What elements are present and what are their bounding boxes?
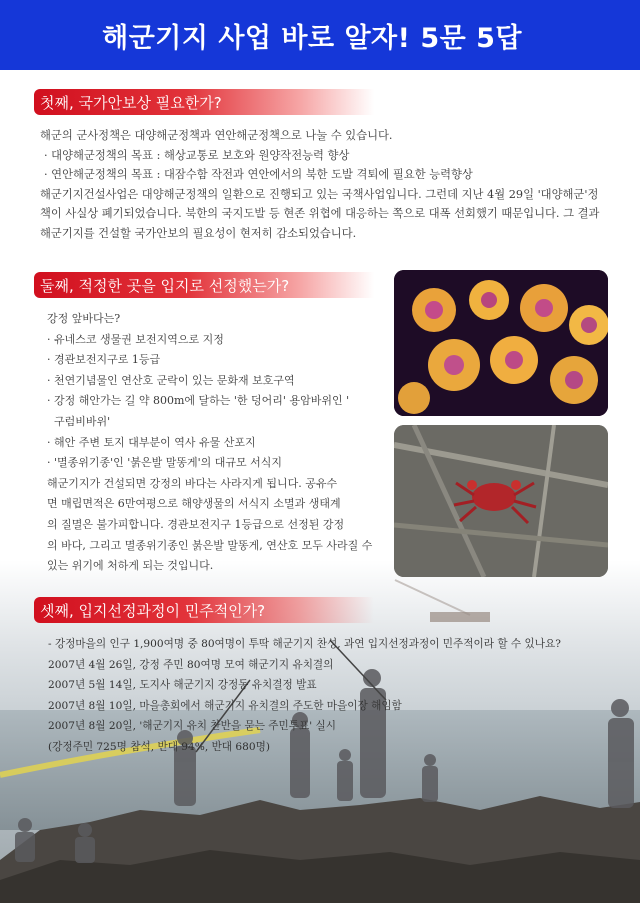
section-2-line: 면 매립면적은 6만여평으로 해양생물의 서식지 소멸과 생태계 <box>47 497 341 511</box>
section-3-heading <box>34 597 374 623</box>
section-2-line: 구럼비바위' <box>47 414 111 428</box>
section-2-line: · 유네스코 생물권 보전지역으로 지정 <box>47 332 224 346</box>
section-2-line: · 해안 주변 토지 대부분이 역사 유물 산포지 <box>47 435 256 449</box>
section-3-body <box>48 634 561 757</box>
section-3-line: 2007년 8월 10일, 마을총회에서 해군기지 유치결의 주도한 마을이장 해임함 <box>48 699 402 712</box>
section-1-heading-text: 첫째, 국가안보상 필요한가? <box>40 94 222 112</box>
section-3-line: 2007년 8월 20일, '해군기지 유치 찬반을 묻는 주민투표' 실시 <box>48 720 336 732</box>
header-bar <box>0 0 640 70</box>
section-3-line: 2007년 4월 26일, 강정 주민 80여명 모여 해군기지 유치결의 <box>48 658 334 671</box>
section-2-line: · 강정 해안가는 길 약 800m에 달하는 '한 덩어리' 용암바위인 ' <box>47 394 350 408</box>
section-2-line: 해군기지가 건설되면 강정의 바다는 사라지게 됩니다. 공유수 <box>47 476 338 490</box>
section-1-line: · 연안해군정책의 목표 : 대잠수함 작전과 연안에서의 북한 도발 격퇴에 필요한 능력향상 <box>44 168 473 181</box>
section-2-line: 의 바다, 그리고 멸종위기종인 붉은발 말똥게, 연산호 모두 사라질 수 <box>47 538 373 552</box>
section-3-line: 2007년 5월 14일, 도지사 해군기지 강정동 유치결정 발표 <box>48 679 317 691</box>
section-2-heading <box>34 272 374 298</box>
page-title: 해군기지 사업 바로 알자! 5문 5답 <box>102 23 522 54</box>
section-3-line: - 강정마을의 인구 1,900여명 중 80여명이 투딱 해군기지 찬성, 과연 입지선정과정이 민주적이라 할 수 있나요? <box>48 638 561 650</box>
crab-photo <box>394 425 608 577</box>
section-2-heading-text: 둘째, 적정한 곳을 입지로 선정했는가? <box>40 277 290 295</box>
section-1-line: 해군기지를 건설할 국가안보의 필요성이 현저히 감소되었습니다. <box>40 226 357 240</box>
section-1-line: 책이 사실상 폐기되었습니다. 북한의 국지도발 등 현존 위협에 대응하는 쪽으로 대폭 선회했기 때문입니다. 그 결과 <box>40 207 600 220</box>
section-1-body <box>40 126 599 243</box>
coral-photo <box>394 270 608 416</box>
section-2-line: 의 질멸은 불가피합니다. 경관보전지구 1등급으로 선정된 강정 <box>47 517 345 531</box>
section-3-heading-text: 셋째, 입지선정과정이 민주적인가? <box>40 602 266 620</box>
section-3-line: (강정주민 725명 참석, 반대 94%, 반대 680명) <box>48 740 270 753</box>
section-1-line: 해군기지건설사업은 대양해군정책의 일환으로 진행되고 있는 국책사업입니다. 그런데 지난 4월 29일 '대양해군'정 <box>40 187 599 201</box>
section-1-line: · 대양해군정책의 목표 : 해상교통로 보호와 원양작전능력 향상 <box>44 148 350 162</box>
section-2-body <box>47 309 372 577</box>
section-1-heading <box>34 89 374 115</box>
section-2-line: · 경관보전지구로 1등급 <box>47 353 161 367</box>
section-2-line: 있는 위기에 처하게 되는 것입니다. <box>47 559 214 573</box>
section-2-line: · 천연기념물인 연산호 군락이 있는 문화재 보호구역 <box>47 373 295 387</box>
section-2-line: · '멸종위기종'인 '붉은발 말똥게'의 대규모 서식지 <box>47 456 282 470</box>
section-2-line: 강정 앞바다는? <box>47 312 121 325</box>
section-1-line: 해군의 군사정책은 대양해군정책과 연안해군정책으로 나눌 수 있습니다. <box>40 129 393 142</box>
